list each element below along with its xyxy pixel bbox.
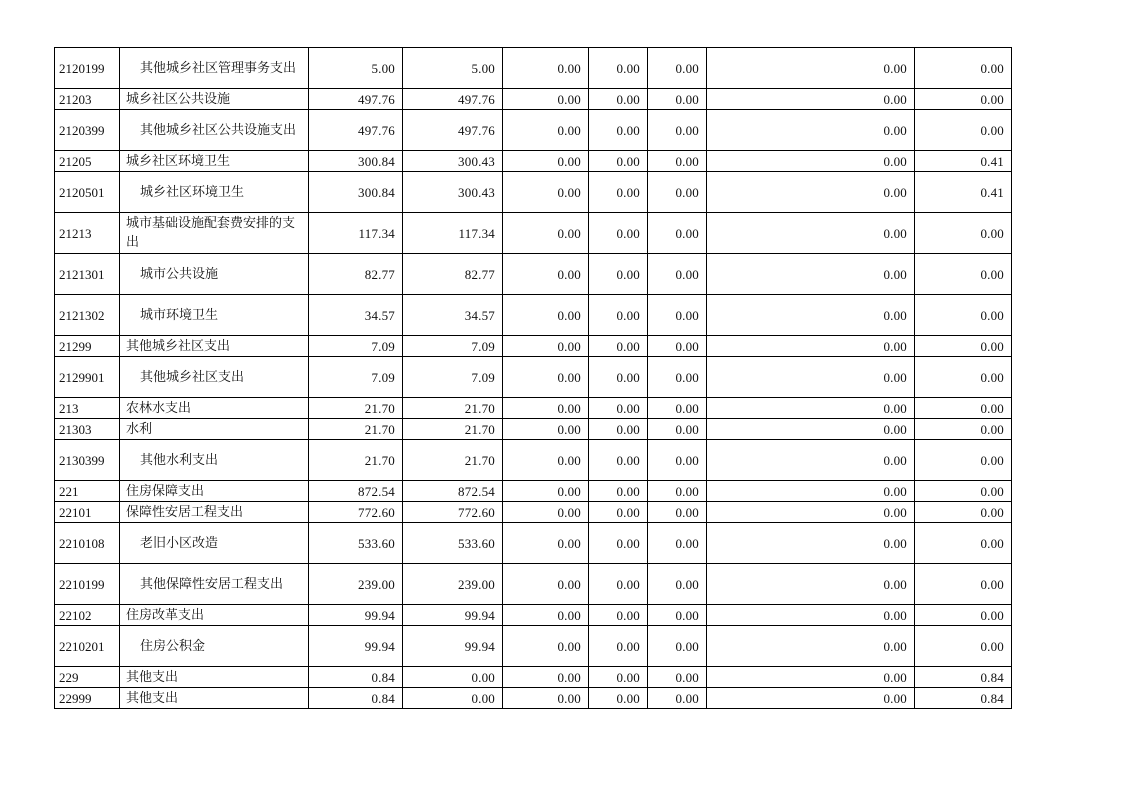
- subject-name-cell: 城乡社区公共设施: [120, 89, 309, 110]
- subject-name-cell: 水利: [120, 419, 309, 440]
- amount-cell-col-6: 0.00: [707, 502, 915, 523]
- subject-name-cell: 住房公积金: [120, 626, 309, 667]
- amount-cell-col-2: 497.76: [403, 89, 503, 110]
- amount-cell-col-4: 0.00: [589, 110, 648, 151]
- amount-cell-col-1: 533.60: [309, 523, 403, 564]
- amount-cell-col-4: 0.00: [589, 688, 648, 709]
- amount-cell-col-7: 0.00: [915, 419, 1012, 440]
- table-row: [55, 564, 1012, 605]
- table-row: [55, 398, 1012, 419]
- amount-cell-col-1: 99.94: [309, 605, 403, 626]
- amount-cell-col-3: 0.00: [503, 151, 589, 172]
- subject-name-cell: 其他城乡社区支出: [120, 357, 309, 398]
- amount-cell-col-3: 0.00: [503, 688, 589, 709]
- amount-cell-col-6: 0.00: [707, 419, 915, 440]
- subject-name-cell: 住房改革支出: [120, 605, 309, 626]
- subject-name-cell: 其他支出: [120, 688, 309, 709]
- amount-cell-col-5: 0.00: [648, 605, 707, 626]
- amount-cell-col-2: 21.70: [403, 398, 503, 419]
- amount-cell-col-7: 0.00: [915, 564, 1012, 605]
- subject-code-cell: 22999: [55, 688, 120, 709]
- amount-cell-col-2: 300.43: [403, 172, 503, 213]
- amount-cell-col-3: 0.00: [503, 172, 589, 213]
- amount-cell-col-4: 0.00: [589, 357, 648, 398]
- table-row: [55, 688, 1012, 709]
- amount-cell-col-6: 0.00: [707, 110, 915, 151]
- amount-cell-col-7: 0.00: [915, 336, 1012, 357]
- amount-cell-col-5: 0.00: [648, 398, 707, 419]
- amount-cell-col-7: 0.00: [915, 89, 1012, 110]
- amount-cell-col-5: 0.00: [648, 48, 707, 89]
- amount-cell-col-1: 34.57: [309, 295, 403, 336]
- amount-cell-col-5: 0.00: [648, 688, 707, 709]
- subject-code-cell: 2210108: [55, 523, 120, 564]
- amount-cell-col-7: 0.84: [915, 667, 1012, 688]
- amount-cell-col-5: 0.00: [648, 172, 707, 213]
- amount-cell-col-1: 7.09: [309, 357, 403, 398]
- amount-cell-col-1: 0.84: [309, 688, 403, 709]
- amount-cell-col-7: 0.41: [915, 151, 1012, 172]
- subject-code-cell: 2210199: [55, 564, 120, 605]
- amount-cell-col-4: 0.00: [589, 172, 648, 213]
- amount-cell-col-1: 99.94: [309, 626, 403, 667]
- table-row: [55, 502, 1012, 523]
- amount-cell-col-6: 0.00: [707, 667, 915, 688]
- amount-cell-col-6: 0.00: [707, 357, 915, 398]
- table-row: [55, 605, 1012, 626]
- amount-cell-col-4: 0.00: [589, 419, 648, 440]
- amount-cell-col-6: 0.00: [707, 254, 915, 295]
- amount-cell-col-6: 0.00: [707, 48, 915, 89]
- table-row: [55, 626, 1012, 667]
- table-row: [55, 213, 1012, 254]
- amount-cell-col-2: 21.70: [403, 440, 503, 481]
- amount-cell-col-5: 0.00: [648, 213, 707, 254]
- amount-cell-col-4: 0.00: [589, 89, 648, 110]
- amount-cell-col-6: 0.00: [707, 398, 915, 419]
- subject-code-cell: 2129901: [55, 357, 120, 398]
- amount-cell-col-5: 0.00: [648, 151, 707, 172]
- subject-code-cell: 21303: [55, 419, 120, 440]
- amount-cell-col-1: 497.76: [309, 89, 403, 110]
- amount-cell-col-1: 772.60: [309, 502, 403, 523]
- amount-cell-col-7: 0.00: [915, 523, 1012, 564]
- table-row: [55, 295, 1012, 336]
- amount-cell-col-2: 21.70: [403, 419, 503, 440]
- amount-cell-col-2: 5.00: [403, 48, 503, 89]
- subject-name-cell: 城市环境卫生: [120, 295, 309, 336]
- subject-name-cell: 城市公共设施: [120, 254, 309, 295]
- subject-name-cell: 其他水利支出: [120, 440, 309, 481]
- amount-cell-col-2: 99.94: [403, 626, 503, 667]
- table-row: [55, 48, 1012, 89]
- subject-code-cell: 22101: [55, 502, 120, 523]
- amount-cell-col-4: 0.00: [589, 213, 648, 254]
- amount-cell-col-3: 0.00: [503, 440, 589, 481]
- amount-cell-col-2: 7.09: [403, 336, 503, 357]
- table-row: [55, 481, 1012, 502]
- amount-cell-col-2: 772.60: [403, 502, 503, 523]
- amount-cell-col-1: 872.54: [309, 481, 403, 502]
- amount-cell-col-2: 7.09: [403, 357, 503, 398]
- amount-cell-col-1: 497.76: [309, 110, 403, 151]
- subject-code-cell: 21205: [55, 151, 120, 172]
- amount-cell-col-1: 117.34: [309, 213, 403, 254]
- amount-cell-col-1: 82.77: [309, 254, 403, 295]
- amount-cell-col-2: 0.00: [403, 667, 503, 688]
- amount-cell-col-3: 0.00: [503, 357, 589, 398]
- amount-cell-col-4: 0.00: [589, 564, 648, 605]
- subject-code-cell: 213: [55, 398, 120, 419]
- amount-cell-col-1: 7.09: [309, 336, 403, 357]
- table-row: [55, 440, 1012, 481]
- amount-cell-col-3: 0.00: [503, 419, 589, 440]
- amount-cell-col-5: 0.00: [648, 336, 707, 357]
- amount-cell-col-6: 0.00: [707, 688, 915, 709]
- amount-cell-col-2: 82.77: [403, 254, 503, 295]
- amount-cell-col-3: 0.00: [503, 336, 589, 357]
- amount-cell-col-7: 0.00: [915, 605, 1012, 626]
- amount-cell-col-7: 0.41: [915, 172, 1012, 213]
- amount-cell-col-2: 34.57: [403, 295, 503, 336]
- amount-cell-col-4: 0.00: [589, 295, 648, 336]
- subject-code-cell: 2120501: [55, 172, 120, 213]
- amount-cell-col-7: 0.00: [915, 213, 1012, 254]
- subject-code-cell: 22102: [55, 605, 120, 626]
- amount-cell-col-3: 0.00: [503, 626, 589, 667]
- amount-cell-col-3: 0.00: [503, 605, 589, 626]
- amount-cell-col-6: 0.00: [707, 523, 915, 564]
- amount-cell-col-7: 0.00: [915, 110, 1012, 151]
- amount-cell-col-6: 0.00: [707, 336, 915, 357]
- subject-name-cell: 其他支出: [120, 667, 309, 688]
- amount-cell-col-4: 0.00: [589, 626, 648, 667]
- amount-cell-col-2: 533.60: [403, 523, 503, 564]
- amount-cell-col-6: 0.00: [707, 151, 915, 172]
- subject-name-cell: 城乡社区环境卫生: [120, 151, 309, 172]
- subject-code-cell: 2121301: [55, 254, 120, 295]
- amount-cell-col-2: 872.54: [403, 481, 503, 502]
- amount-cell-col-1: 239.00: [309, 564, 403, 605]
- amount-cell-col-2: 99.94: [403, 605, 503, 626]
- subject-name-cell: 其他城乡社区公共设施支出: [120, 110, 309, 151]
- amount-cell-col-5: 0.00: [648, 523, 707, 564]
- amount-cell-col-1: 5.00: [309, 48, 403, 89]
- amount-cell-col-3: 0.00: [503, 398, 589, 419]
- amount-cell-col-7: 0.00: [915, 398, 1012, 419]
- amount-cell-col-2: 239.00: [403, 564, 503, 605]
- amount-cell-col-6: 0.00: [707, 89, 915, 110]
- amount-cell-col-7: 0.84: [915, 688, 1012, 709]
- subject-code-cell: 2121302: [55, 295, 120, 336]
- amount-cell-col-1: 21.70: [309, 419, 403, 440]
- subject-name-cell: 其他保障性安居工程支出: [120, 564, 309, 605]
- table-row: [55, 667, 1012, 688]
- amount-cell-col-1: 21.70: [309, 398, 403, 419]
- amount-cell-col-3: 0.00: [503, 564, 589, 605]
- table-row: [55, 89, 1012, 110]
- table-row: [55, 254, 1012, 295]
- amount-cell-col-3: 0.00: [503, 110, 589, 151]
- amount-cell-col-7: 0.00: [915, 254, 1012, 295]
- amount-cell-col-7: 0.00: [915, 502, 1012, 523]
- table-row: [55, 151, 1012, 172]
- amount-cell-col-5: 0.00: [648, 295, 707, 336]
- amount-cell-col-6: 0.00: [707, 481, 915, 502]
- amount-cell-col-6: 0.00: [707, 172, 915, 213]
- amount-cell-col-1: 0.84: [309, 667, 403, 688]
- amount-cell-col-3: 0.00: [503, 295, 589, 336]
- amount-cell-col-6: 0.00: [707, 295, 915, 336]
- subject-code-cell: 2210201: [55, 626, 120, 667]
- subject-code-cell: 221: [55, 481, 120, 502]
- amount-cell-col-7: 0.00: [915, 626, 1012, 667]
- amount-cell-col-3: 0.00: [503, 523, 589, 564]
- amount-cell-col-4: 0.00: [589, 523, 648, 564]
- amount-cell-col-5: 0.00: [648, 564, 707, 605]
- subject-name-cell: 住房保障支出: [120, 481, 309, 502]
- amount-cell-col-1: 300.84: [309, 172, 403, 213]
- amount-cell-col-5: 0.00: [648, 481, 707, 502]
- amount-cell-col-5: 0.00: [648, 440, 707, 481]
- subject-name-cell: 老旧小区改造: [120, 523, 309, 564]
- amount-cell-col-4: 0.00: [589, 481, 648, 502]
- amount-cell-col-3: 0.00: [503, 502, 589, 523]
- amount-cell-col-5: 0.00: [648, 667, 707, 688]
- amount-cell-col-4: 0.00: [589, 398, 648, 419]
- budget-expenditure-table: [54, 47, 1012, 709]
- amount-cell-col-1: 21.70: [309, 440, 403, 481]
- amount-cell-col-4: 0.00: [589, 502, 648, 523]
- amount-cell-col-7: 0.00: [915, 357, 1012, 398]
- amount-cell-col-3: 0.00: [503, 48, 589, 89]
- amount-cell-col-3: 0.00: [503, 89, 589, 110]
- amount-cell-col-7: 0.00: [915, 48, 1012, 89]
- amount-cell-col-2: 300.43: [403, 151, 503, 172]
- amount-cell-col-3: 0.00: [503, 254, 589, 295]
- amount-cell-col-5: 0.00: [648, 357, 707, 398]
- amount-cell-col-6: 0.00: [707, 213, 915, 254]
- amount-cell-col-3: 0.00: [503, 213, 589, 254]
- subject-name-cell: 其他城乡社区管理事务支出: [120, 48, 309, 89]
- table-row: [55, 357, 1012, 398]
- amount-cell-col-6: 0.00: [707, 564, 915, 605]
- amount-cell-col-5: 0.00: [648, 254, 707, 295]
- amount-cell-col-4: 0.00: [589, 48, 648, 89]
- amount-cell-col-2: 117.34: [403, 213, 503, 254]
- amount-cell-col-6: 0.00: [707, 626, 915, 667]
- table-row: [55, 110, 1012, 151]
- amount-cell-col-7: 0.00: [915, 481, 1012, 502]
- table-row: [55, 172, 1012, 213]
- amount-cell-col-5: 0.00: [648, 502, 707, 523]
- subject-code-cell: 21213: [55, 213, 120, 254]
- subject-code-cell: 229: [55, 667, 120, 688]
- table-row: [55, 523, 1012, 564]
- subject-code-cell: 2130399: [55, 440, 120, 481]
- amount-cell-col-4: 0.00: [589, 440, 648, 481]
- subject-code-cell: 21299: [55, 336, 120, 357]
- amount-cell-col-6: 0.00: [707, 605, 915, 626]
- subject-code-cell: 2120399: [55, 110, 120, 151]
- subject-code-cell: 21203: [55, 89, 120, 110]
- subject-name-cell: 城乡社区环境卫生: [120, 172, 309, 213]
- amount-cell-col-3: 0.00: [503, 481, 589, 502]
- amount-cell-col-2: 0.00: [403, 688, 503, 709]
- amount-cell-col-2: 497.76: [403, 110, 503, 151]
- amount-cell-col-5: 0.00: [648, 626, 707, 667]
- amount-cell-col-6: 0.00: [707, 440, 915, 481]
- subject-name-cell: 城市基础设施配套费安排的支出: [120, 213, 309, 254]
- amount-cell-col-3: 0.00: [503, 667, 589, 688]
- subject-code-cell: 2120199: [55, 48, 120, 89]
- amount-cell-col-1: 300.84: [309, 151, 403, 172]
- amount-cell-col-4: 0.00: [589, 605, 648, 626]
- amount-cell-col-5: 0.00: [648, 419, 707, 440]
- amount-cell-col-4: 0.00: [589, 667, 648, 688]
- subject-name-cell: 保障性安居工程支出: [120, 502, 309, 523]
- amount-cell-col-5: 0.00: [648, 110, 707, 151]
- amount-cell-col-4: 0.00: [589, 336, 648, 357]
- subject-name-cell: 农林水支出: [120, 398, 309, 419]
- table-body: [55, 48, 1012, 709]
- subject-name-cell: 其他城乡社区支出: [120, 336, 309, 357]
- amount-cell-col-7: 0.00: [915, 295, 1012, 336]
- amount-cell-col-5: 0.00: [648, 89, 707, 110]
- amount-cell-col-4: 0.00: [589, 254, 648, 295]
- table-row: [55, 419, 1012, 440]
- amount-cell-col-4: 0.00: [589, 151, 648, 172]
- table-row: [55, 336, 1012, 357]
- amount-cell-col-7: 0.00: [915, 440, 1012, 481]
